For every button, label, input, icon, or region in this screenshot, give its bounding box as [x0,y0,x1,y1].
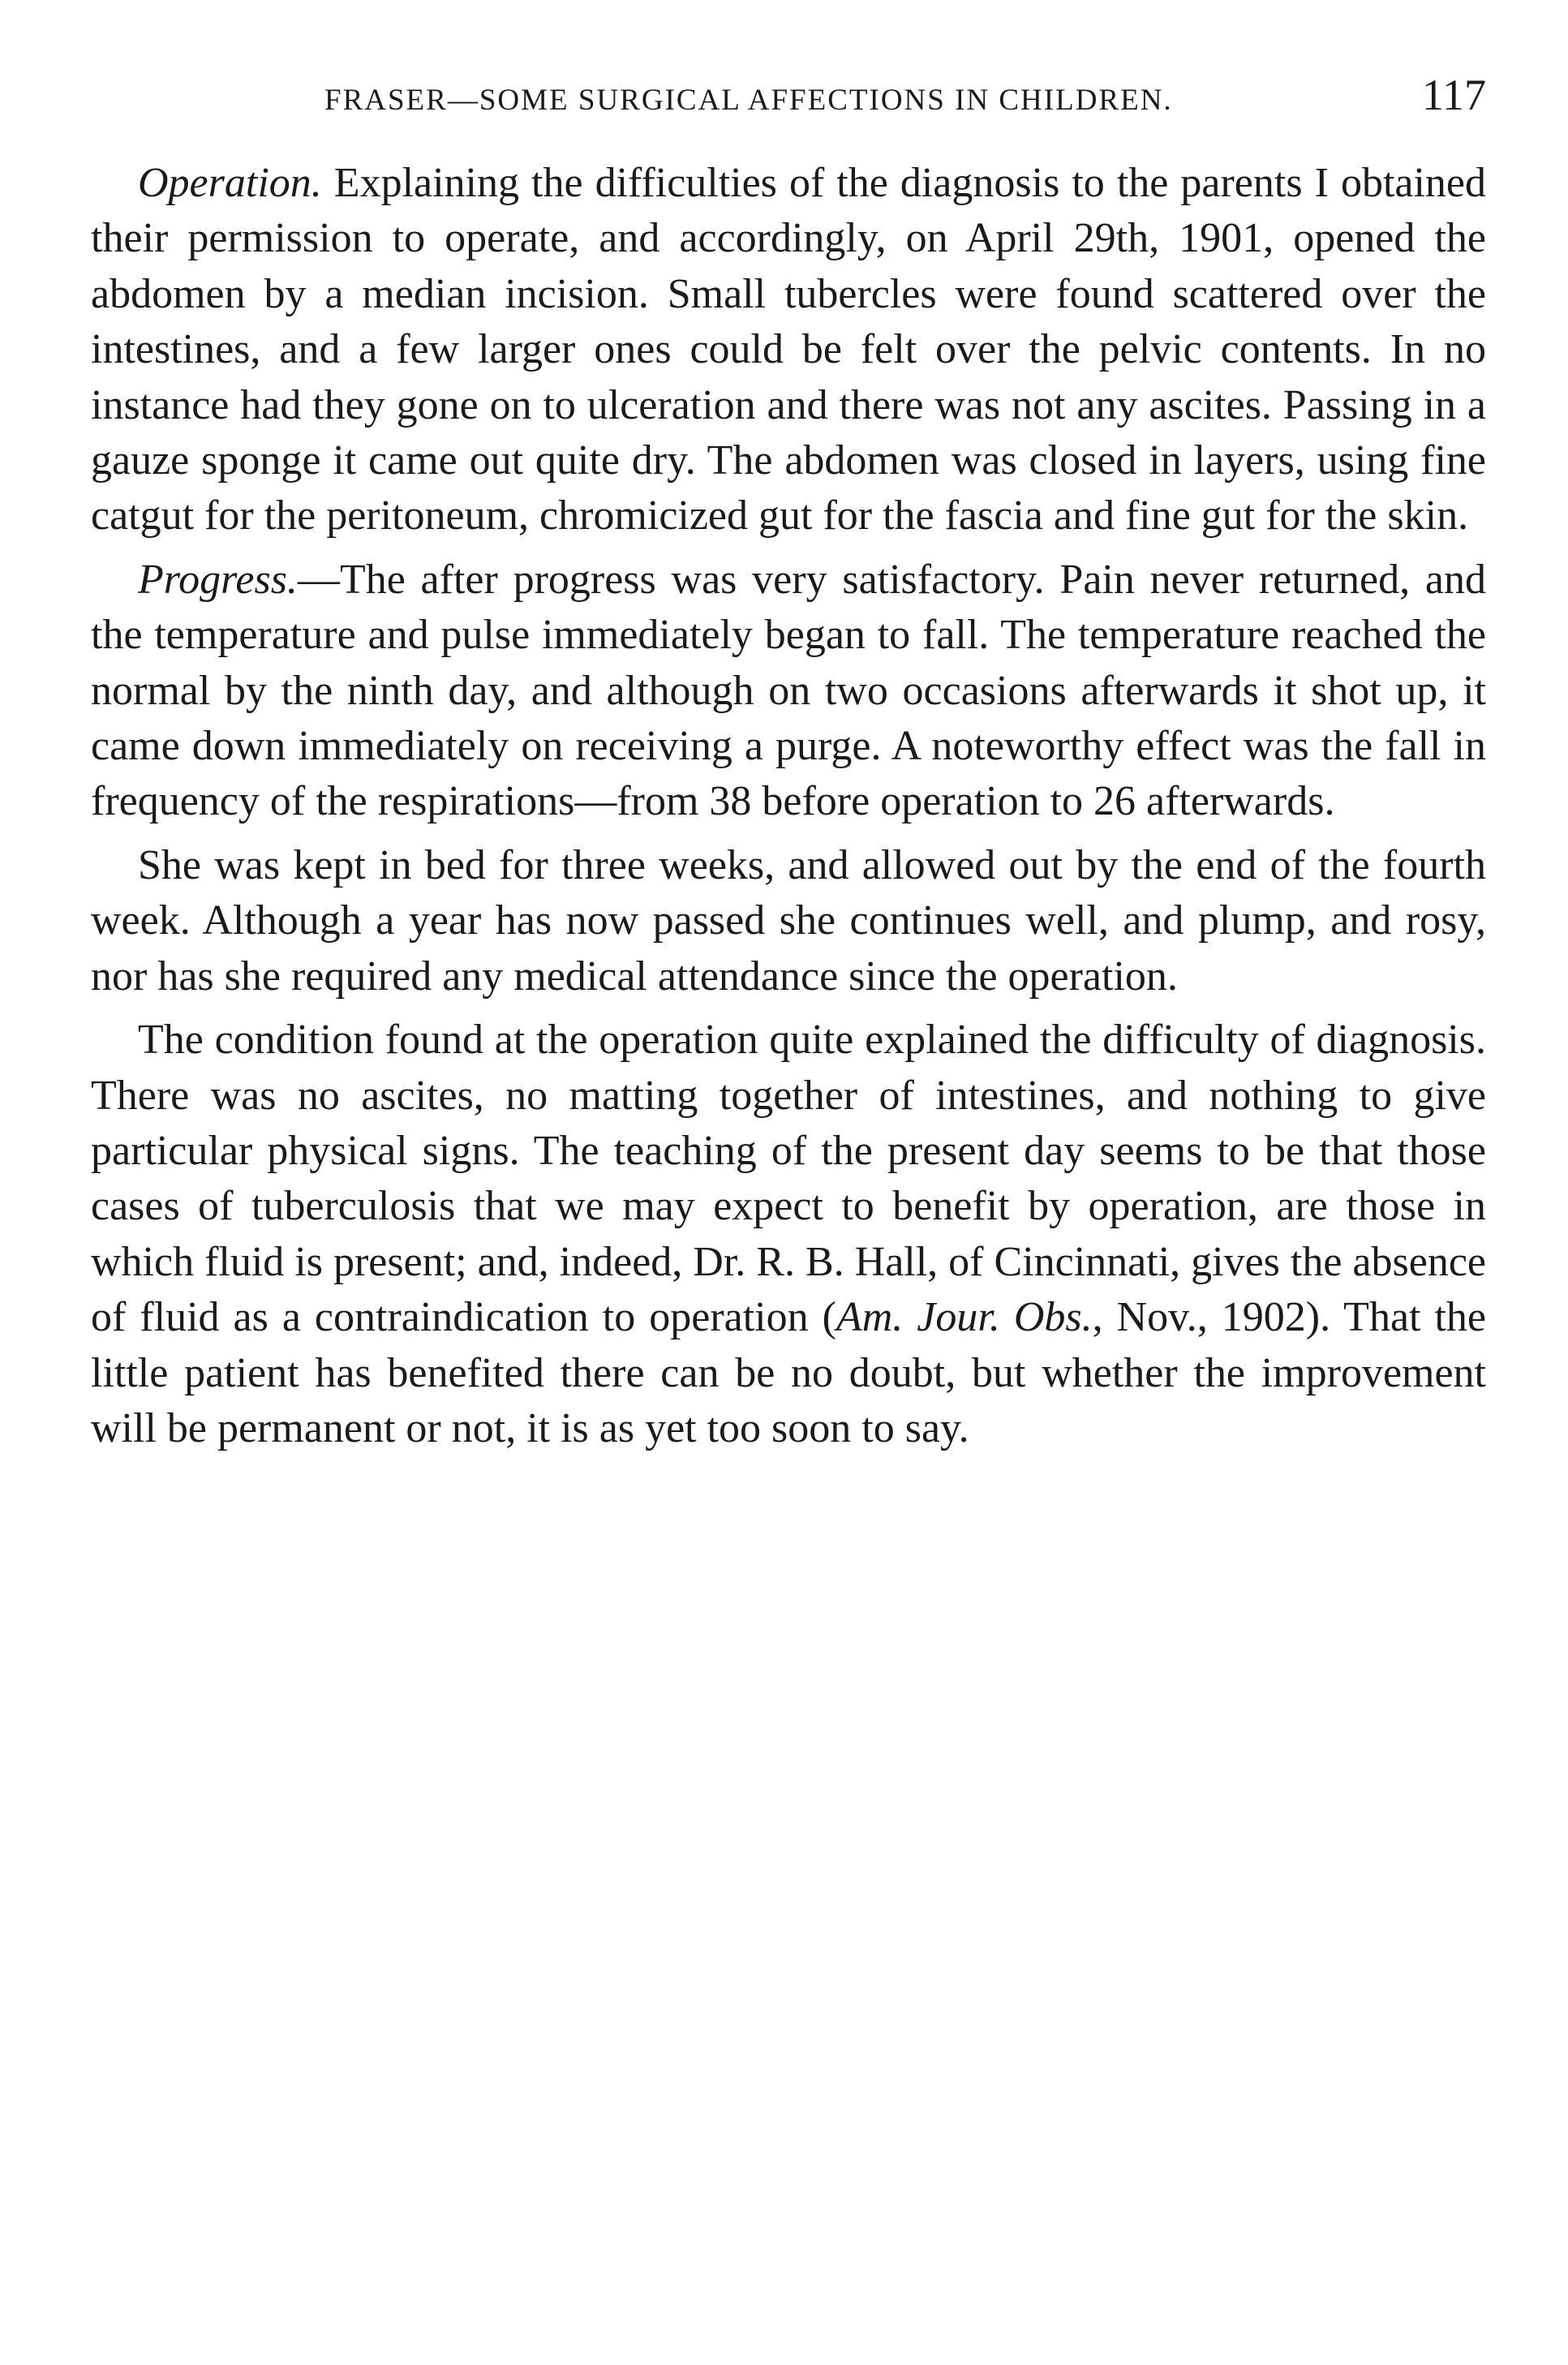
operation-heading: Operation. [138,160,322,206]
paragraph-operation [91,156,1486,544]
page-number: 117 [1422,71,1486,119]
journal-citation: Am. Jour. Obs. [836,1294,1093,1341]
progress-heading: Progress. [138,556,298,603]
condition-text-after: , Nov., 1902). That the little patient has benefited there can be no doubt, but whether the improvement will be permanent or not, it is as yet too soon to say. [91,1294,1487,1451]
progress-text: —The after progress was very satisfactory. Pain never returned, and the temperature and pulse immediately began to fall. The temperature reached the normal by the ninth day, and although on two occasions afterwards it shot up, it came down immediately on receiving a purge. A noteworthy effect was the fall in frequency of the respirations—from 38 before operation to 26 afterwards. [91,556,1486,825]
paragraph-recovery [91,838,1486,1004]
recovery-text: She was kept in bed for three weeks, and allowed out by the end of the fourth week. Although a year has now passed she continues well, and plump, and rosy, nor has she required any medical attendance since the operation. [91,841,1486,1000]
paragraph-progress [91,553,1486,830]
book-page [91,65,1486,1464]
body-text [91,156,1486,1456]
running-title: FRASER—SOME SURGICAL AFFECTIONS IN CHILDREN. [324,84,1173,117]
condition-text-before: The condition found at the operation quite explained the difficulty of diagnosis. There was no ascites, no matting together of intestines, and nothing to give particular physical signs. The teaching of the present day seems to be that those cases of tuberculosis that we may expect to benefit by operation, are those in which fluid is present; and, indeed, Dr. R. B. Hall, of Cincinnati, gives the absence of fluid as a contraindication to operation ( [91,1017,1486,1341]
operation-text: Explaining the difficulties of the diagnosis to the parents I obtained their permission to operate, and accordingly, on April 29th, 1901, opened the abdomen by a median incision. Small tubercles were found scattered over the intestines, and a few larger ones could be felt over the pelvic contents. In no instance had they gone on to ulceration and there was not any ascites. Passing in a gauze sponge it came out quite dry. The abdomen was closed in layers, using fine catgut for the peritoneum, chromicized gut for the fascia and fine gut for the skin. [91,160,1486,540]
paragraph-condition [91,1013,1486,1456]
running-head [91,65,1486,130]
